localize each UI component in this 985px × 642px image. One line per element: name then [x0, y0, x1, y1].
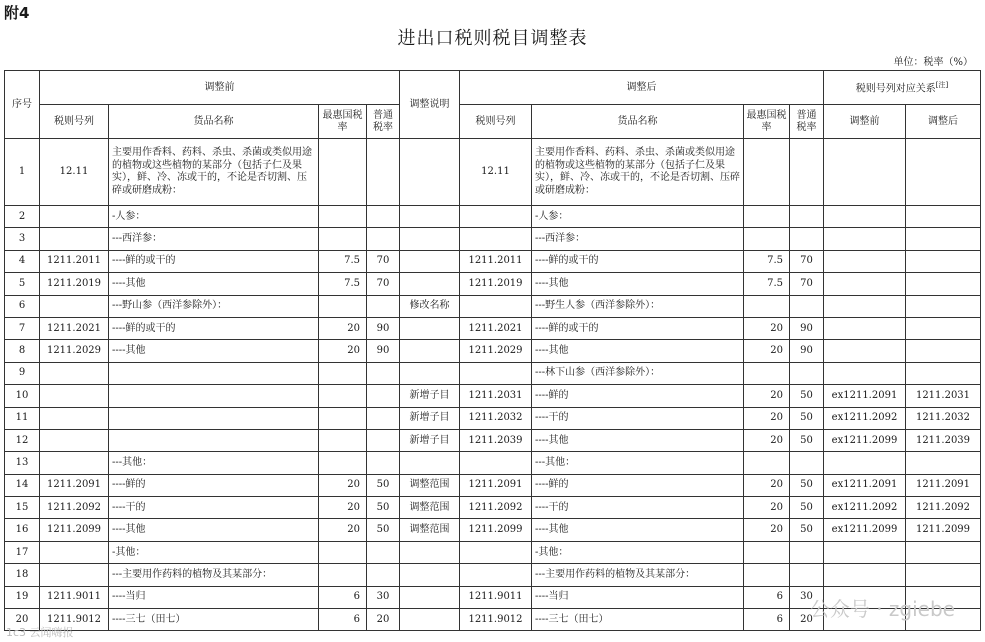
table-row — [5, 407, 981, 429]
general-rate-before: 50 — [367, 497, 400, 519]
tariff-no-after: 1211.2011 — [460, 250, 532, 272]
general-rate-after — [790, 452, 824, 474]
watermark-text: 公众号 · zgiebe — [809, 597, 955, 621]
tariff-no-after: 1211.2039 — [460, 429, 532, 451]
goods-name-after: ----鲜的或干的 — [532, 317, 744, 339]
tariff-no-before — [40, 452, 109, 474]
general-rate-after — [790, 206, 824, 228]
map-before — [824, 362, 906, 384]
change-note — [400, 609, 460, 631]
general-rate-after: 50 — [790, 407, 824, 429]
seq-cell: 6 — [5, 295, 40, 317]
map-after — [906, 340, 981, 362]
mfn-rate-before — [319, 228, 367, 250]
general-rate-after: 90 — [790, 340, 824, 362]
change-note: 新增子目 — [400, 385, 460, 407]
seq-cell: 8 — [5, 340, 40, 362]
mfn-rate-after: 20 — [744, 407, 790, 429]
mfn-rate-after: 6 — [744, 586, 790, 608]
tariff-no-after — [460, 541, 532, 563]
tariff-no-before — [40, 362, 109, 384]
seq-cell: 17 — [5, 541, 40, 563]
general-rate-after — [790, 228, 824, 250]
goods-name-before: ---其他： — [109, 452, 319, 474]
change-note — [400, 452, 460, 474]
goods-name-before: ---野山参（西洋参除外）： — [109, 295, 319, 317]
seq-cell: 3 — [5, 228, 40, 250]
goods-name-after: ----其他 — [532, 273, 744, 295]
goods-name-before: ----鲜的 — [109, 474, 319, 496]
tariff-no-before: 1211.2021 — [40, 317, 109, 339]
map-before — [824, 228, 906, 250]
mfn-rate-before — [319, 407, 367, 429]
mfn-rate-after — [744, 541, 790, 563]
tariff-no-after: 1211.2091 — [460, 474, 532, 496]
general-rate-after — [790, 362, 824, 384]
seq-cell: 14 — [5, 474, 40, 496]
header-before-group: 调整前 — [40, 71, 400, 105]
map-before — [824, 564, 906, 586]
general-rate-after — [790, 541, 824, 563]
tariff-no-after: 1211.2031 — [460, 385, 532, 407]
goods-name-after: ----其他 — [532, 519, 744, 541]
general-rate-before — [367, 564, 400, 586]
tariff-no-after: 1211.2032 — [460, 407, 532, 429]
header-goods-name-after: 货品名称 — [532, 105, 744, 139]
seq-cell: 4 — [5, 250, 40, 272]
mfn-rate-after: 7.5 — [744, 250, 790, 272]
goods-name-before — [109, 385, 319, 407]
goods-name-after: ----其他 — [532, 429, 744, 451]
change-note: 新增子目 — [400, 429, 460, 451]
mfn-rate-after: 20 — [744, 474, 790, 496]
change-note — [400, 228, 460, 250]
tariff-no-after: 1211.2029 — [460, 340, 532, 362]
seq-cell: 15 — [5, 497, 40, 519]
header-mfn-rate-before: 最惠国税率 — [319, 105, 367, 139]
tariff-no-after: 12.11 — [460, 139, 532, 206]
goods-name-before: ----干的 — [109, 497, 319, 519]
map-after — [906, 452, 981, 474]
table-row — [5, 474, 981, 496]
goods-name-after: 主要用作香料、药料、杀虫、杀菌或类似用途的植物或这些植物的某部分（包括子仁及果实），鲜、冷、冻或干的，不论是否切割、压碎或研磨成粉： — [532, 139, 744, 206]
map-before — [824, 139, 906, 206]
header-seq: 序号 — [5, 71, 40, 139]
goods-name-after: -其他： — [532, 541, 744, 563]
general-rate-after: 20 — [790, 609, 824, 631]
change-note: 修改名称 — [400, 295, 460, 317]
general-rate-before — [367, 429, 400, 451]
page-title: 进出口税则税目调整表 — [397, 28, 588, 49]
goods-name-after: ----三七（田七） — [532, 609, 744, 631]
map-after — [906, 564, 981, 586]
change-note: 新增子目 — [400, 407, 460, 429]
goods-name-before: ----鲜的或干的 — [109, 250, 319, 272]
tariff-no-before: 1211.2092 — [40, 497, 109, 519]
tariff-no-before — [40, 385, 109, 407]
map-after — [906, 228, 981, 250]
map-before — [824, 317, 906, 339]
goods-name-before: ----其他 — [109, 519, 319, 541]
map-after: 1211.2039 — [906, 429, 981, 451]
general-rate-after: 90 — [790, 317, 824, 339]
mfn-rate-after — [744, 362, 790, 384]
goods-name-after: ----干的 — [532, 407, 744, 429]
table-row — [5, 273, 981, 295]
header-general-rate-before: 普通税率 — [367, 105, 400, 139]
tariff-no-before — [40, 564, 109, 586]
seq-cell: 11 — [5, 407, 40, 429]
map-after — [906, 317, 981, 339]
general-rate-after: 70 — [790, 250, 824, 272]
map-before: ex1211.2092 — [824, 497, 906, 519]
general-rate-before: 90 — [367, 340, 400, 362]
mfn-rate-after: 20 — [744, 519, 790, 541]
header-mfn-rate-after: 最惠国税率 — [744, 105, 790, 139]
table-row — [5, 497, 981, 519]
map-before — [824, 340, 906, 362]
general-rate-after — [790, 139, 824, 206]
mfn-rate-before: 20 — [319, 474, 367, 496]
map-after — [906, 250, 981, 272]
goods-name-after: ----其他 — [532, 340, 744, 362]
general-rate-after: 30 — [790, 586, 824, 608]
general-rate-before — [367, 452, 400, 474]
general-rate-before: 50 — [367, 519, 400, 541]
goods-name-before: ----鲜的或干的 — [109, 317, 319, 339]
map-after — [906, 206, 981, 228]
change-note — [400, 362, 460, 384]
mfn-rate-before: 7.5 — [319, 250, 367, 272]
tariff-no-after — [460, 452, 532, 474]
goods-name-before: ----当归 — [109, 586, 319, 608]
goods-name-after: ---其他： — [532, 452, 744, 474]
mfn-rate-after: 20 — [744, 497, 790, 519]
table-row — [5, 362, 981, 384]
goods-name-after: ----鲜的 — [532, 385, 744, 407]
goods-name-after: ---西洋参： — [532, 228, 744, 250]
map-before — [824, 273, 906, 295]
map-after: 1211.2031 — [906, 385, 981, 407]
header-mapping-group — [824, 71, 981, 105]
map-before — [824, 541, 906, 563]
map-after — [906, 362, 981, 384]
header-change-note: 调整说明 — [400, 71, 460, 139]
tariff-no-before: 1211.9012 — [40, 609, 109, 631]
table-row — [5, 295, 981, 317]
mfn-rate-after — [744, 564, 790, 586]
goods-name-after: ----鲜的或干的 — [532, 250, 744, 272]
mfn-rate-before — [319, 429, 367, 451]
map-after — [906, 295, 981, 317]
tariff-no-before — [40, 228, 109, 250]
goods-name-after: ----当归 — [532, 586, 744, 608]
map-after — [906, 139, 981, 206]
mfn-rate-before: 6 — [319, 586, 367, 608]
mfn-rate-after — [744, 452, 790, 474]
goods-name-before: ----其他 — [109, 273, 319, 295]
mfn-rate-before — [319, 206, 367, 228]
change-note — [400, 317, 460, 339]
table-row — [5, 519, 981, 541]
mfn-rate-before: 20 — [319, 519, 367, 541]
mfn-rate-before: 7.5 — [319, 273, 367, 295]
tariff-no-after — [460, 228, 532, 250]
change-note — [400, 250, 460, 272]
change-note — [400, 564, 460, 586]
tariff-no-before — [40, 541, 109, 563]
mfn-rate-after: 6 — [744, 609, 790, 631]
goods-name-before — [109, 362, 319, 384]
tariff-no-after — [460, 295, 532, 317]
mfn-rate-before — [319, 139, 367, 206]
mapping-group-label: 税则号列对应关系 — [855, 83, 936, 95]
general-rate-after: 50 — [790, 429, 824, 451]
header-map-after: 调整后 — [906, 105, 981, 139]
change-note — [400, 586, 460, 608]
tariff-no-before: 1211.2099 — [40, 519, 109, 541]
goods-name-before: ----三七（田七） — [109, 609, 319, 631]
tariff-no-after: 1211.2092 — [460, 497, 532, 519]
general-rate-before — [367, 228, 400, 250]
mfn-rate-after — [744, 139, 790, 206]
general-rate-before — [367, 295, 400, 317]
goods-name-after: ---林下山参（西洋参除外）： — [532, 362, 744, 384]
goods-name-after: ----鲜的 — [532, 474, 744, 496]
general-rate-before: 70 — [367, 250, 400, 272]
general-rate-before — [367, 385, 400, 407]
seq-cell: 5 — [5, 273, 40, 295]
map-before — [824, 452, 906, 474]
mfn-rate-before: 20 — [319, 317, 367, 339]
goods-name-before: ---西洋参： — [109, 228, 319, 250]
goods-name-before: 主要用作香料、药料、杀虫、杀菌或类似用途的植物或这些植物的某部分（包括子仁及果实），鲜、冷、冻或干的，不论是否切割、压碎或研磨成粉： — [109, 139, 319, 206]
table-row — [5, 541, 981, 563]
table-row — [5, 385, 981, 407]
table-row — [5, 206, 981, 228]
mfn-rate-before — [319, 385, 367, 407]
unit-note: 单位：税率（%） — [893, 57, 973, 68]
header-general-rate-after: 普通税率 — [790, 105, 824, 139]
map-after — [906, 273, 981, 295]
goods-name-after: ----干的 — [532, 497, 744, 519]
map-before — [824, 250, 906, 272]
tariff-no-before: 1211.2029 — [40, 340, 109, 362]
general-rate-after: 50 — [790, 385, 824, 407]
map-after: 1211.2092 — [906, 497, 981, 519]
mfn-rate-after: 20 — [744, 317, 790, 339]
seq-cell: 1 — [5, 139, 40, 206]
goods-name-before: -人参： — [109, 206, 319, 228]
tariff-no-after: 1211.2021 — [460, 317, 532, 339]
tariff-no-before — [40, 295, 109, 317]
map-after: 1211.2099 — [906, 519, 981, 541]
tariff-no-before: 1211.2091 — [40, 474, 109, 496]
tariff-no-before: 1211.2019 — [40, 273, 109, 295]
corner-watermark: 1c3 云闻嗨报 — [6, 626, 74, 639]
mfn-rate-before — [319, 362, 367, 384]
change-note: 调整范围 — [400, 519, 460, 541]
map-before: ex1211.2099 — [824, 429, 906, 451]
seq-cell: 2 — [5, 206, 40, 228]
tariff-no-before — [40, 407, 109, 429]
tariff-no-after — [460, 206, 532, 228]
mfn-rate-before: 20 — [319, 340, 367, 362]
tariff-adjustment-table — [4, 70, 981, 631]
map-after: 1211.2032 — [906, 407, 981, 429]
mfn-rate-before: 6 — [319, 609, 367, 631]
table-row — [5, 429, 981, 451]
header-after-group: 调整后 — [460, 71, 824, 105]
goods-name-before: ---主要用作药料的植物及其某部分： — [109, 564, 319, 586]
general-rate-after: 50 — [790, 474, 824, 496]
map-before — [824, 295, 906, 317]
map-before — [824, 206, 906, 228]
header-tariff-no-before: 税则号列 — [40, 105, 109, 139]
tariff-no-after: 1211.9011 — [460, 586, 532, 608]
general-rate-before — [367, 407, 400, 429]
mfn-rate-before — [319, 564, 367, 586]
tariff-no-after: 1211.9012 — [460, 609, 532, 631]
header-goods-name-before: 货品名称 — [109, 105, 319, 139]
change-note — [400, 273, 460, 295]
table-row — [5, 564, 981, 586]
tariff-no-after — [460, 564, 532, 586]
general-rate-before: 70 — [367, 273, 400, 295]
mapping-note-marker: [注] — [935, 81, 949, 90]
map-after: 1211.2091 — [906, 474, 981, 496]
seq-cell: 13 — [5, 452, 40, 474]
mfn-rate-after — [744, 206, 790, 228]
map-before: ex1211.2091 — [824, 474, 906, 496]
general-rate-before: 90 — [367, 317, 400, 339]
annex-label: 附4 — [4, 4, 30, 22]
seq-cell: 7 — [5, 317, 40, 339]
tariff-no-before: 12.11 — [40, 139, 109, 206]
general-rate-after: 50 — [790, 497, 824, 519]
table-row — [5, 317, 981, 339]
general-rate-before: 30 — [367, 586, 400, 608]
tariff-no-before: 1211.2011 — [40, 250, 109, 272]
mfn-rate-after — [744, 228, 790, 250]
goods-name-after: -人参： — [532, 206, 744, 228]
general-rate-before: 50 — [367, 474, 400, 496]
general-rate-before — [367, 362, 400, 384]
tariff-no-before: 1211.9011 — [40, 586, 109, 608]
goods-name-before: -其他： — [109, 541, 319, 563]
mfn-rate-after: 20 — [744, 340, 790, 362]
mfn-rate-before — [319, 541, 367, 563]
goods-name-before — [109, 407, 319, 429]
map-before: ex1211.2099 — [824, 519, 906, 541]
seq-cell: 16 — [5, 519, 40, 541]
change-note — [400, 340, 460, 362]
goods-name-after: ---野生人参（西洋参除外）： — [532, 295, 744, 317]
table-row — [5, 452, 981, 474]
header-map-before: 调整前 — [824, 105, 906, 139]
change-note: 调整范围 — [400, 497, 460, 519]
change-note: 调整范围 — [400, 474, 460, 496]
table-body — [5, 139, 981, 631]
change-note — [400, 206, 460, 228]
general-rate-after — [790, 564, 824, 586]
seq-cell: 19 — [5, 586, 40, 608]
general-rate-before — [367, 541, 400, 563]
general-rate-before — [367, 206, 400, 228]
seq-cell: 18 — [5, 564, 40, 586]
seq-cell: 12 — [5, 429, 40, 451]
general-rate-before — [367, 139, 400, 206]
tariff-no-after — [460, 362, 532, 384]
general-rate-after — [790, 295, 824, 317]
general-rate-after: 50 — [790, 519, 824, 541]
tariff-no-before — [40, 206, 109, 228]
general-rate-before: 20 — [367, 609, 400, 631]
mfn-rate-after: 20 — [744, 385, 790, 407]
mfn-rate-before: 20 — [319, 497, 367, 519]
table-row — [5, 340, 981, 362]
goods-name-before — [109, 429, 319, 451]
map-after — [906, 541, 981, 563]
seq-cell: 9 — [5, 362, 40, 384]
mfn-rate-after: 7.5 — [744, 273, 790, 295]
seq-cell: 20 — [5, 609, 40, 631]
goods-name-before: ----其他 — [109, 340, 319, 362]
change-note — [400, 139, 460, 206]
mfn-rate-before — [319, 452, 367, 474]
map-before: ex1211.2092 — [824, 407, 906, 429]
seq-cell: 10 — [5, 385, 40, 407]
mfn-rate-before — [319, 295, 367, 317]
mfn-rate-after — [744, 295, 790, 317]
table-row — [5, 250, 981, 272]
tariff-no-after: 1211.2019 — [460, 273, 532, 295]
table-row — [5, 139, 981, 206]
change-note — [400, 541, 460, 563]
map-before: ex1211.2091 — [824, 385, 906, 407]
header-tariff-no-after: 税则号列 — [460, 105, 532, 139]
tariff-no-before — [40, 429, 109, 451]
table-row — [5, 228, 981, 250]
tariff-no-after: 1211.2099 — [460, 519, 532, 541]
general-rate-after: 70 — [790, 273, 824, 295]
mfn-rate-after: 20 — [744, 429, 790, 451]
goods-name-after: ---主要用作药料的植物及其某部分： — [532, 564, 744, 586]
